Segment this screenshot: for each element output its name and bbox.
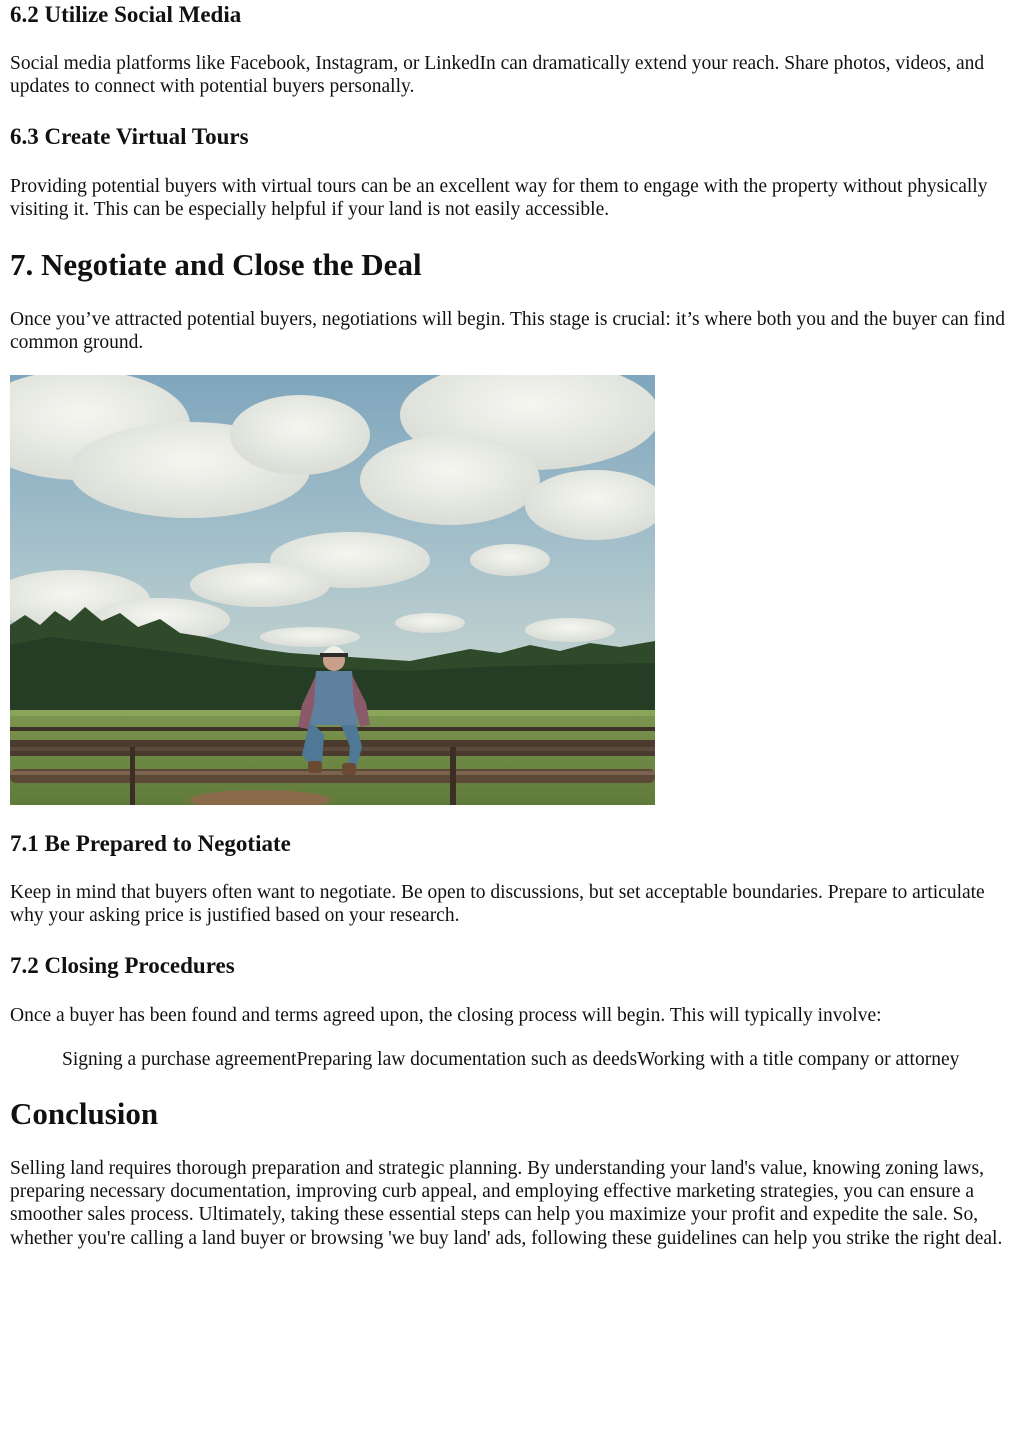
paragraph-closing-procedures: Once a buyer has been found and terms agreed upon, the closing process will begin. This will typically involve: (10, 1005, 882, 1026)
closing-steps-list (62, 1048, 959, 1071)
paragraph-virtual-tours: Providing potential buyers with virtual tours can be an excellent way for them to engage with the property without physically visiting it. This can be especially helpful if your land is not easily accessible. (10, 176, 988, 221)
section-heading-closing-procedures: 7.2 Closing Procedures (10, 953, 235, 978)
list-item: Preparing law documentation such as deeds (296, 1049, 638, 1070)
list-item: Signing a purchase agreement (62, 1049, 297, 1070)
paragraph-social-media: Social media platforms like Facebook, Instagram, or LinkedIn can dramatically extend your reach. Share photos, videos, and updates to connect with potential buyers personally. (10, 53, 985, 98)
paragraph-conclusion: Selling land requires thorough preparation and strategic planning. By understanding your land's value, knowing zoning laws, preparing necessary documentation, improving curb appeal, and employing effective marketing strategies, you can ensure a smoother sales process. Ultimately, taking these essential steps can help you maximize your profit and expedite the sale. So, whether you're calling a land buyer or browsing 'we buy land' ads, following these guidelines can help you strike the right deal. (10, 1158, 1003, 1249)
section-heading-conclusion: Conclusion (10, 1096, 159, 1131)
paragraph-prepared-negotiate: Keep in mind that buyers often want to negotiate. Be open to discussions, but set acceptable boundaries. Prepare to articulate why your asking price is justified based on your research. (10, 882, 985, 927)
farmer-on-fence-photo (10, 375, 655, 805)
section-heading-social-media: 6.2 Utilize Social Media (10, 2, 242, 27)
section-heading-negotiate: 7. Negotiate and Close the Deal (10, 247, 422, 282)
list-item: Working with a title company or attorney (637, 1049, 960, 1070)
section-heading-virtual-tours: 6.3 Create Virtual Tours (10, 124, 249, 149)
section-heading-prepared-negotiate: 7.1 Be Prepared to Negotiate (10, 831, 291, 856)
paragraph-negotiate: Once you’ve attracted potential buyers, negotiations will begin. This stage is crucial: it’s where both you and the buyer can find common ground. (10, 309, 1005, 354)
